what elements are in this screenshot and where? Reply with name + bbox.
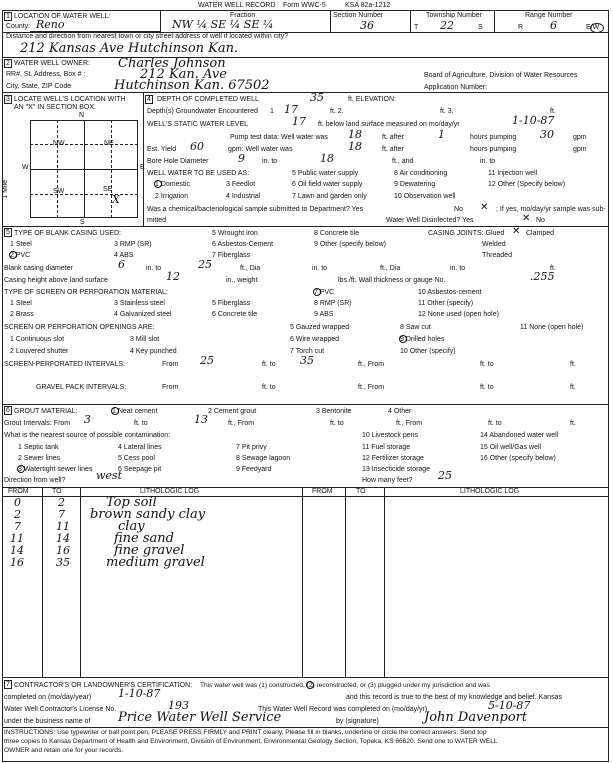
grout-cement: 2 Cement grout	[208, 408, 257, 415]
height-weight: in., weight	[226, 277, 258, 284]
cont-lagoon: 8 Sewage lagoon	[236, 455, 291, 462]
grout-bentonite: 3 Bentonite	[316, 408, 352, 415]
grout-ft-to: ft. to	[134, 420, 148, 427]
depth-label: DEPTH OF COMPLETED WELL	[157, 96, 259, 103]
cont-abandoned: 14 Abandoned water well	[480, 432, 559, 439]
yield-gpm: gpm: Well water was	[228, 146, 293, 153]
rr-label: RR#, St. Address, Box # :	[6, 71, 86, 78]
screen-fiberglass: 5 Fiberglass	[212, 300, 251, 307]
fraction-label: Fraction	[230, 12, 256, 19]
certification-text-3: This Water Well Record was completed on (mo/day/yr)	[258, 706, 428, 713]
cont-watertight: 3 Watertight sewer lines	[18, 466, 93, 473]
static-label: WELL'S STATIC WATER LEVEL	[147, 121, 249, 128]
township-t: T	[414, 24, 419, 31]
log-row-desc: medium gravel	[106, 555, 205, 570]
yield-hours: hours pumping	[470, 146, 517, 153]
business-label: under the business name of	[4, 718, 91, 725]
section-1-number: 1	[6, 13, 10, 20]
casing-fiberglass: 7 Fiberglass	[212, 252, 251, 259]
county-label: County:	[6, 23, 31, 30]
screen-pvc-circle	[313, 288, 321, 296]
casing-steel: 1 Steel	[10, 241, 32, 248]
cont-livestock: 10 Livestock pens	[362, 432, 419, 439]
city-value: Hutchinson Kan. 67502	[114, 78, 270, 93]
screen-stainless: 3 Stainless steel	[114, 300, 165, 307]
static-value: 17	[292, 115, 306, 128]
cont-watertight-circle	[17, 465, 25, 473]
use-lawn: 7 Lawn and garden only	[292, 193, 367, 200]
log-row-to: 16	[56, 544, 70, 557]
grout-interval-label: Grout Intervals: From	[4, 420, 71, 427]
casing-pvc: 2 PVC	[10, 252, 31, 259]
log-litho-header: LITHOLOGIC LOG	[140, 488, 200, 495]
grout-ft-to2: ft. to	[330, 420, 344, 427]
casing-other: 9 Other (specify below)	[314, 241, 386, 248]
casing-concrete: 8 Concrete tile	[314, 230, 360, 237]
pump-2-value: 18	[348, 140, 362, 153]
direction-value: west	[96, 469, 122, 482]
chem-mitted: mitted	[147, 217, 167, 224]
log-from-header-2: FROM	[312, 488, 333, 495]
log-row-desc: clay	[118, 519, 145, 534]
gauge-value: .255	[530, 270, 555, 283]
yield-value: 60	[190, 140, 204, 153]
section-2-number: 2	[6, 60, 10, 67]
board-label: Board of Agriculture, Division of Water Resources	[424, 72, 578, 79]
height-lbs: lbs./ft. Wall thickness or gauge No.	[338, 277, 446, 284]
perf-from-value: 25	[200, 354, 214, 367]
cont-oilgas: 15 Oil well/Gas well	[480, 444, 542, 451]
signature-value: John Davenport	[424, 710, 528, 725]
grout-to-value: 13	[194, 413, 208, 426]
section-2-label: WATER WELL OWNER:	[14, 60, 90, 67]
screen-pvc: 7 PVC	[314, 289, 335, 296]
height-label: Casing height above land surface	[4, 277, 108, 284]
use-air: 8 Air conditioning	[394, 170, 448, 177]
diameter-ft-dia2: ft., Dia	[380, 265, 401, 272]
fraction-value: NW ¼ SE ¼ SE ¼	[172, 18, 274, 31]
city-label: City, State, ZIP Code	[6, 83, 72, 90]
completed-label: completed on (mo/day/year)	[4, 694, 92, 701]
diameter-label: Blank casing diameter	[4, 265, 73, 272]
certification-text-1: This water well was (1) constructed, (2) reconstructed, or (3) plugged under my jurisdiction and was	[200, 682, 490, 689]
cont-lateral: 4 Lateral lines	[118, 444, 162, 451]
west-label: W	[22, 164, 29, 171]
log-row-from: 14	[10, 544, 24, 557]
owner-value: Charles Johnson	[118, 56, 226, 71]
bore-in-to2: in. to	[480, 158, 496, 165]
certification-label: CONTRACTOR'S OR LANDOWNER'S CERTIFICATION:	[14, 682, 193, 689]
disinfected-no-x: ✕	[522, 213, 531, 224]
open-saw: 8 Saw cut	[400, 324, 431, 331]
grout-ft-from2: ft., From	[396, 420, 423, 427]
log-row-from: 11	[10, 532, 24, 545]
log-row-desc: Top soil	[106, 495, 157, 510]
open-wire: 6 Wire wrapped	[290, 336, 340, 343]
license-label: Water Well Contractor's License No.	[4, 706, 117, 713]
instructions-2: three copies to Kansas Department of Health and Environment, Division of Environment, Environmental Geology Section, Topeka, KS 66620. Send one to WATER WELL	[4, 738, 498, 745]
screen-steel: 1 Steel	[10, 300, 32, 307]
log-row-to: 2	[58, 496, 65, 509]
nw-label: NW	[53, 140, 65, 147]
bore-value: 9	[238, 152, 245, 165]
section-number-value: 36	[360, 19, 374, 32]
north-label: N	[79, 112, 85, 119]
application-label: Application Number:	[424, 84, 488, 91]
log-row-desc: brown sandy clay	[90, 507, 206, 522]
completed-date: 1-10-87	[118, 687, 161, 700]
log-row-to: 14	[56, 532, 70, 545]
perf-from: From	[162, 361, 179, 368]
screen-concrete: 6 Concrete tile	[212, 311, 258, 318]
gravel-label: GRAVEL PACK INTERVALS:	[36, 384, 127, 391]
grout-neat-circle	[111, 407, 119, 415]
range-label: Range Number	[525, 12, 573, 19]
ne-label: NE	[104, 140, 114, 147]
use-dewatering: 9 Dewatering	[394, 181, 436, 188]
screen-label: TYPE OF SCREEN OR PERFORATION MATERIAL:	[4, 289, 168, 296]
business-value: Price Water Well Service	[118, 710, 282, 725]
bore-and: ft., and	[392, 158, 414, 165]
cont-cess: 5 Cess pool	[118, 455, 155, 462]
grout-from-value: 3	[84, 413, 91, 426]
constructed-circle	[306, 681, 314, 689]
open-none: 11 None (open hole)	[520, 324, 584, 331]
pump-label: Pump test data: Well water was	[230, 134, 328, 141]
grout-label: GROUT MATERIAL:	[14, 408, 78, 415]
open-other: 10 Other (specify)	[400, 348, 456, 355]
height-value: 12	[166, 270, 180, 283]
open-mill: 3 Mill slot	[130, 336, 160, 343]
pump-after: ft. after	[382, 134, 404, 141]
perf-ft-from: ft., From	[358, 361, 385, 368]
south-label: S	[80, 219, 85, 226]
perf-label: SCREEN-PERFORATED INTERVALS:	[4, 361, 125, 368]
joints-threaded: Threaded	[482, 252, 512, 259]
open-gauzed: 5 Gauzed wrapped	[290, 324, 350, 331]
instructions-3: OWNER and retain one for your records.	[4, 747, 124, 754]
hours-1-value: 1	[438, 128, 445, 141]
log-row-desc: fine sand	[114, 531, 174, 546]
record-date: 5-10-87	[488, 699, 531, 712]
bore-to-value: 18	[320, 152, 334, 165]
screen-brass: 2 Brass	[10, 311, 34, 318]
use-label: WELL WATER TO BE USED AS:	[147, 170, 250, 177]
section-5-number: 5	[6, 229, 10, 236]
depth-value: 35	[310, 91, 324, 104]
grout-ft-from: ft., From	[228, 420, 255, 427]
screen-rmp: 8 RMP (SR)	[314, 300, 352, 307]
joints-clamped-x: ✕	[512, 226, 521, 237]
range-r: R	[518, 24, 524, 31]
open-drilled: 9 Drilled holes	[400, 336, 445, 343]
section-7-number: 7	[6, 681, 10, 688]
yield-label: Est. Yield	[147, 146, 177, 153]
mile-label: 1 Mile	[2, 180, 9, 199]
instructions-1: INSTRUCTIONS: Use typewriter or ball point pen, PLEASE PRESS FIRMLY and PRINT clearly. Please fill in blanks, underline or circle the correct answers. Send top	[4, 729, 487, 736]
joints-clamped: Clamped	[526, 230, 555, 237]
log-row-to: 11	[56, 520, 70, 533]
gravel-ft: ft.	[570, 384, 576, 391]
cont-seepage: 6 Seepage pit	[118, 466, 162, 473]
groundwater-1-value: 17	[284, 103, 298, 116]
section-number-label: Section Number	[333, 12, 384, 19]
certification-text-2: and this record is true to the best of my knowledge and belief. Kansas	[346, 694, 562, 701]
use-oilfield: 6 Oil field water supply	[292, 181, 363, 188]
address-value: 212 Kan. Ave	[140, 67, 227, 82]
cont-insecticide: 13 Insecticide storage	[362, 466, 431, 473]
township-value: 22	[440, 19, 454, 32]
direction-label: Direction from well?	[4, 477, 66, 484]
diameter-in-to-b: in. to	[312, 265, 328, 272]
gravel-ft-to2: ft. to	[480, 384, 494, 391]
cont-other: 16 Other (specify below)	[480, 455, 556, 462]
use-other: 12 Other (Specify below)	[488, 181, 566, 188]
feet-label: How many feet?	[362, 477, 413, 484]
static-rest: ft. below land surface measured on mo/day/yr	[318, 121, 460, 128]
perf-ft-to: ft. to	[262, 361, 276, 368]
section-3-label: LOCATE WELL'S LOCATION WITH	[14, 96, 126, 103]
grout-ft-to3: ft. to	[488, 420, 502, 427]
range-value: 6	[550, 19, 557, 32]
log-row-from: 7	[14, 520, 21, 533]
chem-rest: ; If yes, mo/day/yr sample was sub-	[496, 206, 606, 213]
perf-ft-to2: ft. to	[480, 361, 494, 368]
gravel-from: From	[162, 384, 179, 391]
log-row-from: 0	[14, 496, 21, 509]
township-s: S	[478, 24, 483, 31]
distance-value: 212 Kansas Ave Hutchinson Kan.	[20, 41, 239, 56]
groundwater-label: Depth(s) Groundwater Encountered	[147, 108, 258, 115]
ksa-number: KSA 82a-1212	[345, 2, 391, 9]
bore-label: Bore Hole Diameter	[147, 158, 209, 165]
section-1-label: LOCATION OF WATER WELL:	[14, 13, 111, 20]
log-from-header: FROM	[8, 488, 29, 495]
section-4-number: 4	[147, 96, 151, 103]
log-litho-header-2: LITHOLOGIC LOG	[460, 488, 520, 495]
open-key: 4 Key punched	[130, 348, 177, 355]
east-label: E	[140, 164, 145, 171]
cont-septic: 1 Septic tank	[18, 444, 59, 451]
use-injection: 11 Injection well	[488, 170, 538, 177]
casing-type-label: TYPE OF BLANK CASING USED:	[14, 230, 121, 237]
chem-no: No	[454, 206, 463, 213]
use-domestic: 1 Domestic	[155, 181, 191, 188]
gravel-ft-to: ft. to	[262, 384, 276, 391]
casing-asbestos: 6 Asbestos-Cement	[212, 241, 274, 248]
county-value: Reno	[36, 18, 65, 31]
cont-privy: 7 Pit privy	[236, 444, 267, 451]
log-row-from: 2	[14, 508, 21, 521]
range-ew: E/W	[586, 24, 600, 31]
use-domestic-circle	[154, 180, 162, 188]
log-row-desc: fine gravel	[114, 543, 185, 558]
section-3-number: 3	[6, 96, 10, 103]
pump-hours: hours pumping	[470, 134, 517, 141]
disinfected-no: No	[536, 217, 545, 224]
diameter-value: 6	[118, 258, 125, 271]
cont-fuel: 11 Fuel storage	[362, 444, 411, 451]
sw-label: SW	[53, 188, 65, 195]
diameter-in-to-c: in. to	[450, 265, 466, 272]
distance-label: Distance and direction from nearest town or city street address of well if located within city?	[6, 33, 289, 40]
use-public: 5 Public water supply	[292, 170, 359, 177]
chem-label: Was a chemical/bacteriological sample submitted to Department? Yes	[147, 206, 364, 213]
joints-welded: Welded	[482, 241, 506, 248]
signature-label: by (signature)	[336, 718, 379, 725]
disinfected-label: Water Well Disinfected? Yes	[386, 217, 474, 224]
cont-fertilizer: 12 Fertilizer storage	[362, 455, 424, 462]
elevation-label: ft. ELEVATION:	[348, 96, 396, 103]
screen-none: 12 None used (open hole)	[418, 311, 499, 318]
screen-other: 11 Other (specify)	[418, 300, 474, 307]
static-date: 1-10-87	[512, 114, 555, 127]
perf-ft: ft.	[570, 361, 576, 368]
openings-label: SCREEN OR PERFORATION OPENINGS ARE:	[4, 324, 155, 331]
casing-pvc-circle	[9, 251, 17, 259]
gw-ft3: ft. 3.	[440, 108, 454, 115]
screen-asbestos: 10 Asbestos-cement	[418, 289, 482, 296]
gw-ft2: ft. 2.	[330, 108, 344, 115]
yield-gpm2: gpm	[573, 146, 587, 153]
section-3-label-2: AN "X" IN SECTION BOX.	[14, 104, 96, 111]
diameter-ft: ft.	[550, 265, 556, 272]
section-6-number: 6	[6, 407, 10, 414]
gw-1: 1	[270, 108, 274, 115]
perf-to-value: 35	[300, 354, 314, 367]
well-location-x: X	[112, 193, 120, 206]
chem-no-x: ✕	[480, 202, 489, 213]
use-industrial: 4 Industrial	[226, 193, 261, 200]
use-feedlot: 3 Feedlot	[226, 181, 256, 188]
form-title: WATER WELL RECORD	[198, 2, 276, 9]
gw-ft: ft.	[550, 108, 556, 115]
contamination-label: What is the nearest source of possible contamination:	[4, 432, 171, 439]
grout-other: 4 Other	[388, 408, 412, 415]
diameter-to-value: 25	[198, 258, 212, 271]
joints-label: CASING JOINTS: Glued	[428, 230, 505, 237]
license-value: 193	[168, 699, 189, 712]
grout-neat: 1 Neat cement	[112, 408, 158, 415]
grout-ft: ft.	[570, 420, 576, 427]
gravel-ft-from: ft., From	[358, 384, 385, 391]
township-label: Township Number	[426, 12, 483, 19]
casing-rmp: 3 RMP (SR)	[114, 241, 152, 248]
log-to-header: TO	[52, 488, 62, 495]
casing-wrought: 5 Wrought iron	[212, 230, 258, 237]
yield-after: ft. after	[382, 146, 404, 153]
log-to-header-2: TO	[356, 488, 366, 495]
screen-galvanized: 4 Galvanized steel	[114, 311, 172, 318]
diameter-in-to: in. to	[146, 265, 162, 272]
form-number: Form WWC-5	[283, 2, 326, 9]
log-row-to: 7	[58, 508, 65, 521]
casing-abs: 4 ABS	[114, 252, 134, 259]
open-continuous: 1 Continuous slot	[10, 336, 65, 343]
pump-gpm: gpm	[573, 134, 587, 141]
screen-abs: 9 ABS	[314, 311, 334, 318]
cont-feedyard: 9 Feedyard	[236, 466, 272, 473]
pump-1-value: 18	[348, 128, 362, 141]
open-torch: 7 Torch cut	[290, 348, 325, 355]
use-irrigation: 2 Irrigation	[155, 193, 189, 200]
se-label: SE	[103, 186, 113, 193]
use-observation: 10 Observation well	[394, 193, 456, 200]
bore-in-to: in. to	[262, 158, 278, 165]
cont-sewer: 2 Sewer lines	[18, 455, 61, 462]
feet-value: 25	[438, 469, 452, 482]
gpm-1-value: 30	[540, 128, 554, 141]
log-row-to: 35	[56, 556, 70, 569]
diameter-ft-dia: ft., Dia	[240, 265, 261, 272]
log-row-from: 16	[10, 556, 24, 569]
open-drilled-circle	[399, 335, 407, 343]
open-louvered: 2 Louvered shutter	[10, 348, 69, 355]
